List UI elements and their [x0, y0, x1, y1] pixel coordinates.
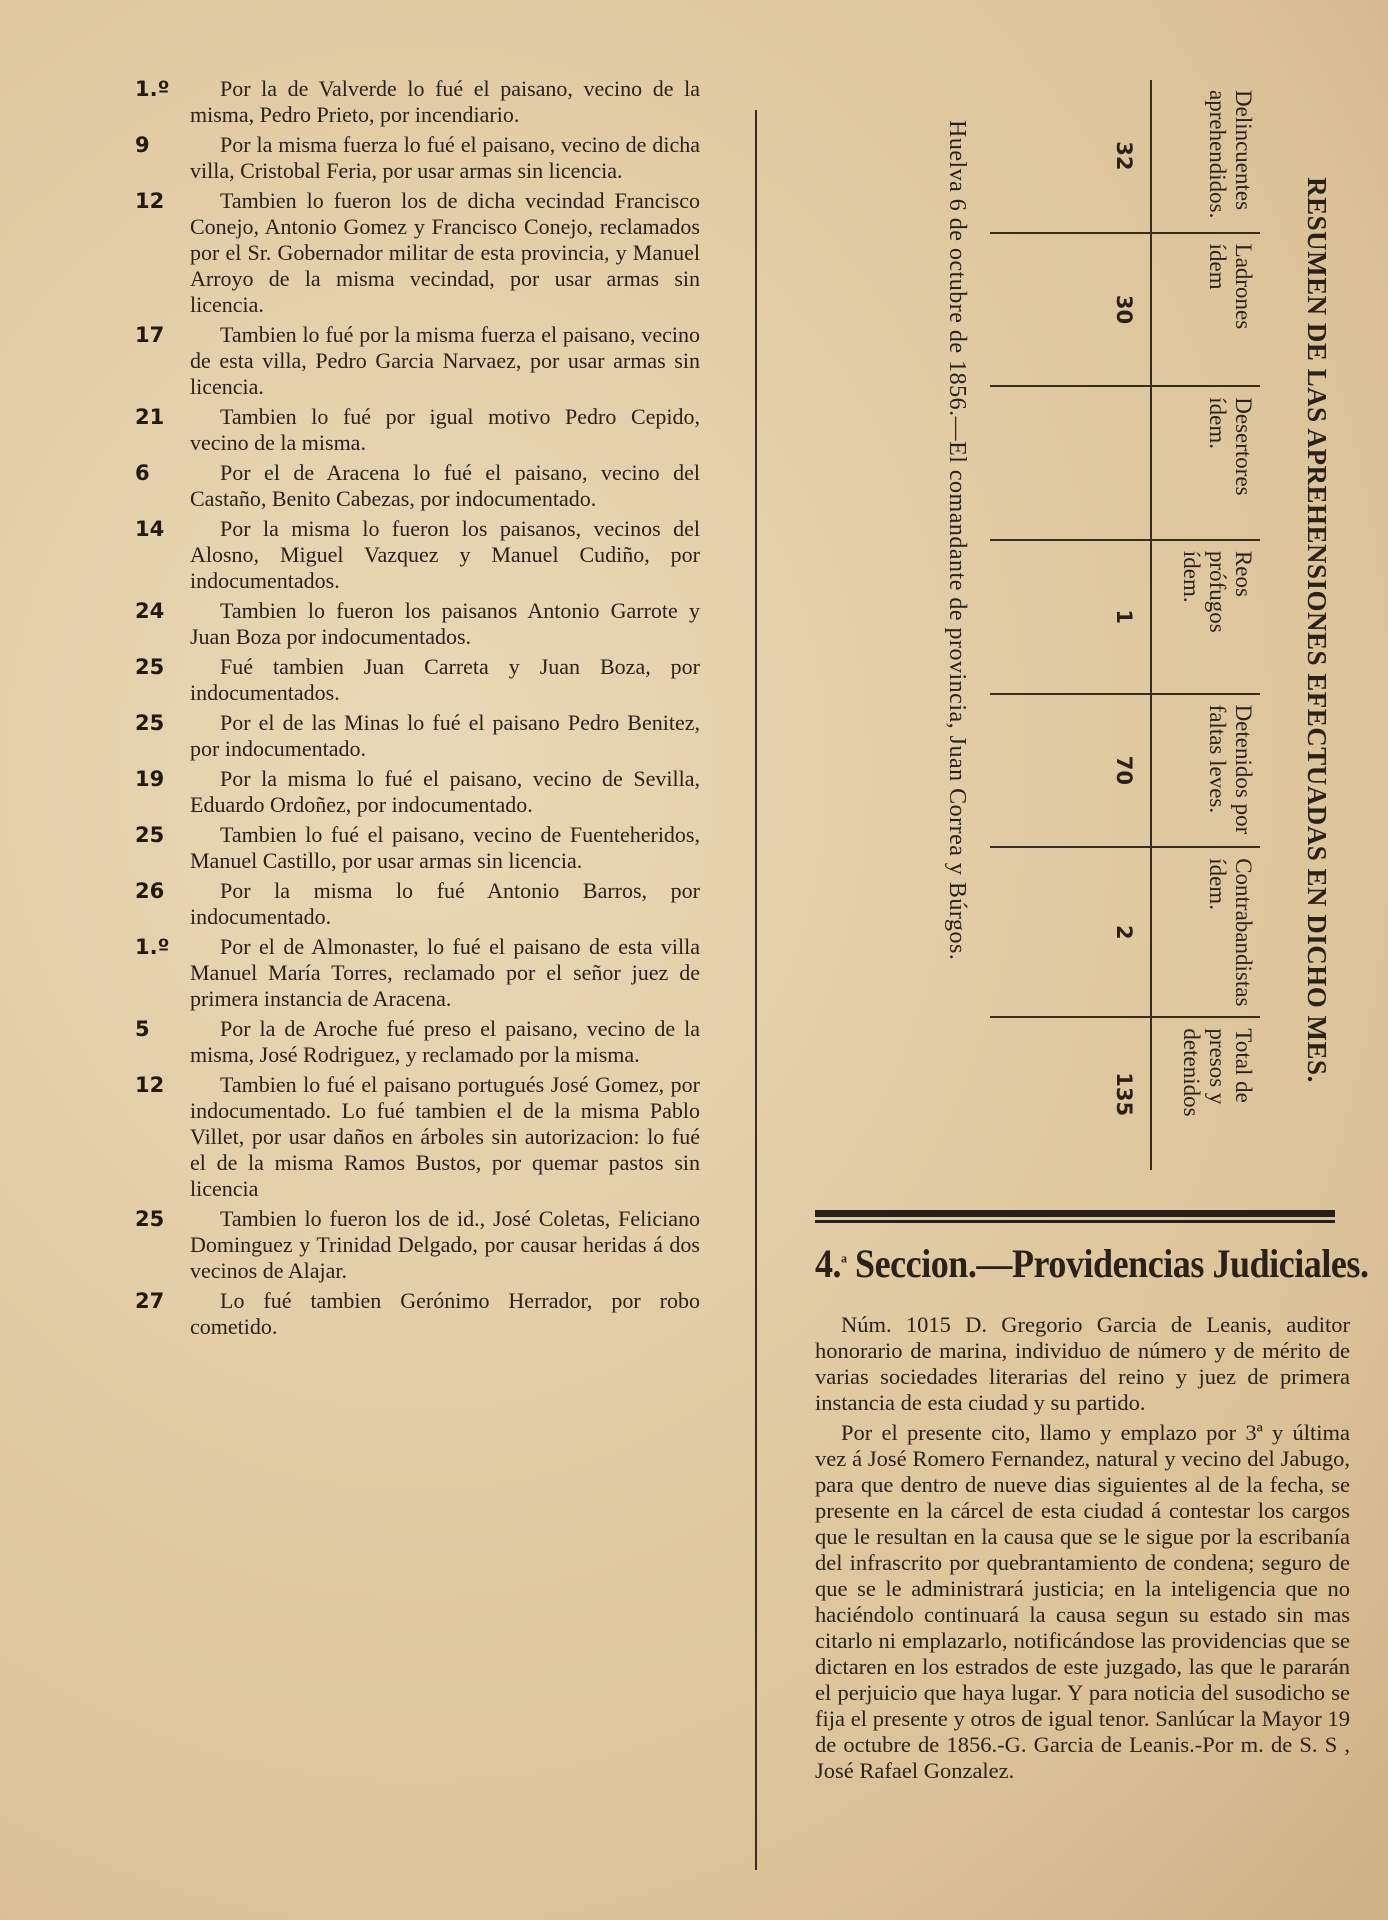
entry-date: 6: [135, 461, 150, 485]
entry-text: Por la misma lo fueron los paisanos, vecinos del Alosno, Miguel Vazquez y Manuel Cudiño, por indocumentados.: [190, 516, 700, 593]
entry-text: Tambien lo fueron los de dicha vecindad Francisco Conejo, Antonio Gomez y Francisco Conejo, reclamados por el Sr. Gobernador militar de esta provincia, y Manuel Arroyo de la misma vecindad, por usar armas sin licencia.: [190, 188, 700, 317]
section-number-superscript: a: [841, 1250, 847, 1266]
summary-rotated: [810, 60, 1350, 1200]
list-item: [135, 1288, 700, 1340]
notice-paragraph: Por el presente cito, llamo y emplazo por 3ª y última vez á José Romero Fernandez, natural y vecino del Jabugo, para que dentro de nueve dias siguientes al de la fecha, se presente en la cárcel de esta ciudad á contestar los cargos que le resultan en la causa que se le sigue por la escribanía del infrascrito por quebrantamiento de condena; seguro de que se le administrará justicia; en la inteligencia que no haciéndolo continuará la causa segun su estado sin mas citarlo ni emplazarlo, notificándose las providencias que se dictaren en los estrados de este juzgado, las que le pararán el perjuicio que haya lugar. Y para noticia del susodicho se fija el presente y otros de igual tenor. Sanlúcar la Mayor 19 de octubre de 1856.-G. Garcia de Leanis.-Por m. de S. S , José Rafael Gonzalez.: [815, 1420, 1350, 1783]
section-divider-thin: [815, 1220, 1335, 1223]
entry-date: 25: [135, 655, 165, 679]
list-item: [135, 460, 700, 512]
notice-paragraph: Núm. 1015 D. Gregorio Garcia de Leanis, auditor honorario de marina, individuo de número y de mérito de varias sociedades literarias del reino y juez de primera instancia de esta ciudad y su partido.: [815, 1312, 1350, 1415]
entry-text: Tambien lo fueron los de id., José Coletas, Feliciano Dominguez y Trinidad Delgado, por causar heridas á dos vecinos de Alajar.: [190, 1206, 700, 1283]
entry-date: 9: [135, 133, 150, 157]
entry-text: Por el de Almonaster, lo fué el paisano de esta villa Manuel María Torres, reclamado por el señor juez de primera instancia de Aracena.: [190, 934, 700, 1011]
summary-column: [990, 1016, 1260, 1170]
column-header: Reos prófugos ídem.: [1150, 541, 1260, 693]
column-header: Contrabandistas ídem.: [1150, 848, 1260, 1016]
summary-title: RESUMEN DE LAS APREHENSIONES EFECTUADAS EN DICHO MES.: [1302, 177, 1332, 1083]
list-item: [135, 766, 700, 818]
entry-date: 5: [135, 1017, 150, 1041]
section-heading: [815, 1240, 1369, 1287]
entry-date: 25: [135, 1207, 165, 1231]
entry-date: 12: [135, 1073, 165, 1097]
column-divider: [755, 110, 757, 1870]
list-item: [135, 1016, 700, 1068]
entry-text: Por la misma lo fué el paisano, vecino de Sevilla, Eduardo Ordoñez, por indocumentado.: [190, 766, 700, 817]
entry-date: 17: [135, 323, 165, 347]
entry-text: Lo fué tambien Gerónimo Herrador, por robo cometido.: [190, 1288, 700, 1339]
summary-column: [990, 80, 1260, 232]
list-item: [135, 710, 700, 762]
column-value: 1: [1112, 609, 1136, 625]
judicial-notice: [815, 1312, 1350, 1788]
entry-text: Por el de las Minas lo fué el paisano Pedro Benitez, por indocumentado.: [190, 710, 700, 761]
column-value: 2: [1112, 924, 1136, 940]
summary-column: [990, 693, 1260, 847]
entry-text: Tambien lo fué el paisano portugués José Gomez, por indocumentado. Lo fué tambien el de la misma Pablo Villet, por usar daños en árboles sin autorizacion: lo fué el de la misma Ramos Bustos, por quemar pastos sin licencia: [190, 1072, 700, 1201]
list-item: [135, 404, 700, 456]
list-item: [135, 878, 700, 930]
summary-footer: Huelva 6 de octubre de 1856.—El comandante de provincia, Juan Correa y Búrgos.: [944, 120, 970, 961]
column-value: [1136, 387, 1150, 539]
summary-column: [990, 232, 1260, 386]
entry-date: 25: [135, 823, 165, 847]
entry-text: Tambien lo fué el paisano, vecino de Fuenteheridos, Manuel Castillo, por usar armas sin licencia.: [190, 822, 700, 873]
section-number: 4.: [815, 1241, 842, 1286]
column-header: Ladrones ídem: [1150, 234, 1260, 386]
column-header: Total de presos y detenidos: [1150, 1018, 1260, 1170]
column-header: Delincuentes aprehendidos.: [1150, 80, 1260, 232]
entry-date: 27: [135, 1289, 165, 1313]
column-value: 30: [1112, 294, 1136, 325]
entry-text: Por la de Aroche fué preso el paisano, vecino de la misma, José Rodriguez, y reclamado por la misma.: [190, 1016, 700, 1067]
entry-date: 25: [135, 711, 165, 735]
entry-text: Tambien lo fué por igual motivo Pedro Cepido, vecino de la misma.: [190, 404, 700, 455]
column-value: 135: [1112, 1072, 1136, 1117]
entry-date: 19: [135, 767, 165, 791]
list-item: [135, 822, 700, 874]
list-item: [135, 188, 700, 318]
column-header: Desertores ídem.: [1150, 387, 1260, 539]
section-divider: [815, 1210, 1335, 1217]
entry-date: 1.º: [135, 77, 170, 101]
summary-table-region: [810, 60, 1350, 1200]
entry-text: Por la de Valverde lo fué el paisano, vecino de la misma, Pedro Prieto, por incendiario.: [190, 76, 700, 127]
column-value: 70: [1112, 755, 1136, 785]
list-item: [135, 654, 700, 706]
summary-column: [990, 846, 1260, 1016]
entry-date: 12: [135, 189, 165, 213]
list-item: [135, 934, 700, 1012]
list-item: [135, 1072, 700, 1202]
entry-date: 26: [135, 879, 165, 903]
entry-date: 21: [135, 405, 165, 429]
list-item: [135, 598, 700, 650]
column-header: Detenidos por faltas leves.: [1150, 695, 1260, 847]
entry-date: 1.º: [135, 935, 170, 959]
entry-date: 14: [135, 517, 165, 541]
entry-text: Fué tambien Juan Carreta y Juan Boza, por indocumentados.: [190, 654, 700, 705]
entry-text: Por el de Aracena lo fué el paisano, vecino del Castaño, Benito Cabezas, por indocumentado.: [190, 460, 700, 511]
summary-table: [990, 80, 1260, 1170]
list-item: [135, 76, 700, 128]
left-column: [135, 76, 700, 1344]
list-item: [135, 1206, 700, 1284]
list-item: [135, 516, 700, 594]
summary-column: [990, 539, 1260, 693]
list-item: [135, 132, 700, 184]
entry-text: Tambien lo fué por la misma fuerza el paisano, vecino de esta villa, Pedro Garcia Narvaez, por usar armas sin licencia.: [190, 322, 700, 399]
column-value: 32: [1112, 141, 1136, 171]
entry-text: Por la misma fuerza lo fué el paisano, vecino de dicha villa, Cristobal Feria, por usar armas sin licencia.: [190, 132, 700, 183]
entry-date: 24: [135, 599, 165, 623]
entry-text: Por la misma lo fué Antonio Barros, por indocumentado.: [190, 878, 700, 929]
summary-column: [990, 385, 1260, 539]
entry-text: Tambien lo fueron los paisanos Antonio Garrote y Juan Boza por indocumentados.: [190, 598, 700, 649]
section-title: Seccion.—Providencias Judiciales.: [855, 1241, 1369, 1286]
list-item: [135, 322, 700, 400]
